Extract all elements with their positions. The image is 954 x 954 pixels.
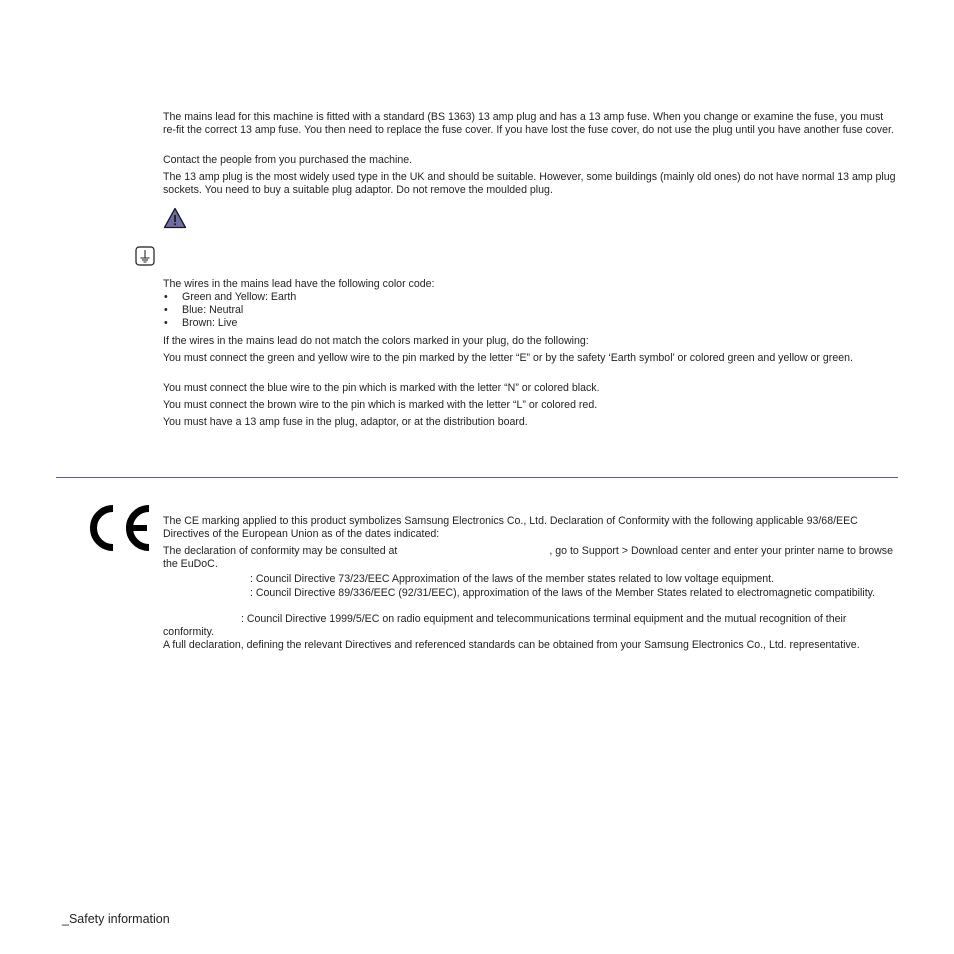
directive-radio: : Council Directive 1999/5/EC on radio equipment and telecommunications terminal equipment and the mutual recognition of their conformity. <box>163 613 847 638</box>
neutral-wire-paragraph: You must connect the blue wire to the pin which is marked with the letter “N” or colored black. <box>163 382 600 394</box>
ce-marking-paragraph: The CE marking applied to this product symbolizes Samsung Electronics Co., Ltd. Declaration of Conformity with the following applicable 93/68/EEC Directives of the European Union as of the dates indicated: <box>163 515 858 540</box>
declaration-text-start: The declaration of conformity may be consulted at <box>163 545 398 557</box>
mismatch-paragraph: If the wires in the mains lead do not match the colors marked in your plug, do the following: <box>163 335 589 347</box>
contact-paragraph: Contact the people from you purchased the machine. <box>163 154 413 166</box>
plug-type-paragraph: The 13 amp plug is the most widely used type in the UK and should be suitable. However, some buildings (mainly old ones) do not have normal 13 amp plug sockets. You need to buy a suitable plug adaptor. Do not remove the moulded plug. <box>163 171 896 196</box>
wires-intro: The wires in the mains lead have the following color code: <box>163 278 435 290</box>
directive-low-voltage: : Council Directive 73/23/EEC Approximation of the laws of the member states related to low voltage equipment. <box>250 573 775 585</box>
wire-color-list <box>163 291 898 330</box>
list-item: • Blue: Neutral <box>163 304 898 317</box>
list-item: • Brown: Live <box>163 317 898 330</box>
declaration-paragraph <box>163 545 898 571</box>
directive-emc: : Council Directive 89/336/EEC (92/31/EEC), approximation of the laws of the Member States related to electromagnetic compatibility. <box>250 587 876 599</box>
list-item: • Green and Yellow: Earth <box>163 291 898 304</box>
ce-mark-logo <box>87 504 155 552</box>
earth-wire-paragraph: You must connect the green and yellow wire to the pin marked by the letter “E” or by the safety ‘Earth symbol’ or colored green and yellow or green. <box>163 352 853 364</box>
full-declaration-paragraph: A full declaration, defining the relevant Directives and referenced standards can be obtained from your Samsung Electronics Co., Ltd. representative. <box>163 639 860 651</box>
live-wire-paragraph: You must connect the brown wire to the pin which is marked with the letter “L” or colored red. <box>163 399 598 411</box>
page-footer: _Safety information <box>62 912 170 926</box>
fuse-location-paragraph: You must have a 13 amp fuse in the plug, adaptor, or at the distribution board. <box>163 416 528 428</box>
declaration-text-end: , go to Support > Download center and enter your printer name to browse the EuDoC. <box>163 545 893 570</box>
section-divider <box>56 477 898 478</box>
fuse-paragraph: The mains lead for this machine is fitted with a standard (BS 1363) 13 amp plug and has a 13 amp fuse. When you change or examine the fuse, you must re-fit the correct 13 amp fuse. You then need to replace the fuse cover. If you have lost the fuse cover, do not use the plug until you have another fuse cover. <box>163 111 894 136</box>
earth-symbol-icon <box>135 246 155 266</box>
warning-triangle-icon <box>163 207 187 229</box>
